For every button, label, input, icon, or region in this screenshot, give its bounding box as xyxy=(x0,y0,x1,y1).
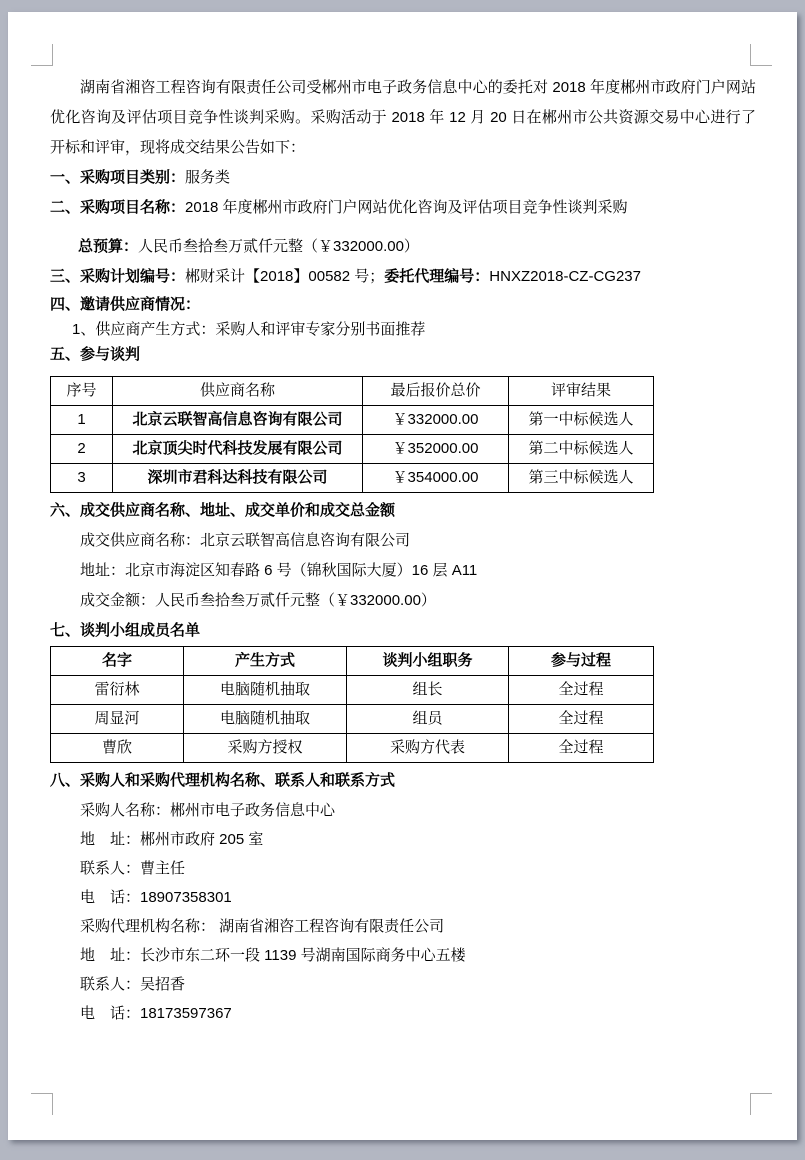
panel-members-table xyxy=(50,646,654,763)
participation-cell: 全过程 xyxy=(509,705,654,734)
final-price-cell: ￥352000.00 xyxy=(363,435,509,464)
table-row xyxy=(51,464,654,493)
section-3-value2: HNXZ2018-CZ-CG237 xyxy=(489,268,641,285)
budget-line xyxy=(78,232,756,262)
winning-amount-line: 成交金额：人民币叁拾叁万贰仟元整（￥332000.00） xyxy=(80,592,436,609)
section-3-heading xyxy=(50,262,756,292)
crop-mark-top-left-icon xyxy=(31,44,53,66)
panel-table-header-row xyxy=(51,647,654,676)
supplier-name-cell: 北京云联智高信息咨询有限公司 xyxy=(113,406,363,435)
member-name-cell: 雷衍林 xyxy=(51,676,184,705)
seq-cell: 1 xyxy=(51,406,113,435)
section-7-heading xyxy=(50,617,756,644)
document-page xyxy=(8,12,797,1140)
table-row xyxy=(51,705,654,734)
participation-cell: 全过程 xyxy=(509,676,654,705)
section-4-heading xyxy=(50,292,756,317)
header-final-price: 最后报价总价 xyxy=(363,377,509,406)
selection-method-cell: 电脑随机抽取 xyxy=(184,676,347,705)
table-row xyxy=(51,734,654,763)
seq-cell: 3 xyxy=(51,464,113,493)
crop-mark-bottom-right-icon xyxy=(750,1093,772,1115)
header-selection-method: 产生方式 xyxy=(184,647,347,676)
negotiation-table-header-row xyxy=(51,377,654,406)
panel-role-cell: 组长 xyxy=(347,676,509,705)
panel-role-cell: 组员 xyxy=(347,705,509,734)
section-3-value: 郴财采计【2018】00582 号； xyxy=(185,268,385,285)
section-1-heading xyxy=(50,163,756,193)
table-row xyxy=(51,406,654,435)
section-2-label: 二、采购项目名称： xyxy=(50,199,186,216)
header-participation: 参与过程 xyxy=(509,647,654,676)
section-3-label: 三、采购计划编号： xyxy=(50,268,186,285)
section-2-heading xyxy=(50,193,756,223)
final-price-cell: ￥332000.00 xyxy=(363,406,509,435)
participation-cell: 全过程 xyxy=(509,734,654,763)
purchaser-address-line: 地 址：郴州市政府 205 室 xyxy=(80,831,264,848)
winning-supplier-line: 成交供应商名称：北京云联智高信息咨询有限公司 xyxy=(80,532,411,549)
winning-supplier-address-line: 地址：北京市海淀区知春路 6 号（锦秋国际大厦）16 层 A11 xyxy=(80,562,478,579)
section-5-heading xyxy=(50,342,756,367)
table-row xyxy=(51,435,654,464)
supplier-name-cell: 深圳市君科达科技有限公司 xyxy=(113,464,363,493)
negotiation-table xyxy=(50,376,654,493)
section-1-label: 一、采购项目类别： xyxy=(50,169,186,186)
review-result-cell: 第二中标候选人 xyxy=(509,435,654,464)
crop-mark-bottom-left-icon xyxy=(31,1093,53,1115)
document-content xyxy=(50,73,756,1028)
section-4-item: 1、供应商产生方式：采购人和评审专家分别书面推荐 xyxy=(72,321,426,338)
section-2-value: 2018 年度郴州市政府门户网站优化咨询及评估项目竞争性谈判采购 xyxy=(185,199,628,216)
selection-method-cell: 采购方授权 xyxy=(184,734,347,763)
member-name-cell: 周显河 xyxy=(51,705,184,734)
section-3-label2: 委托代理编号： xyxy=(384,268,490,285)
review-result-cell: 第一中标候选人 xyxy=(509,406,654,435)
section-6-heading xyxy=(50,496,756,526)
section-6-label: 六、成交供应商名称、地址、成交单价和成交总金额 xyxy=(50,502,396,519)
section-1-value: 服务类 xyxy=(185,169,231,186)
header-panel-role: 谈判小组职务 xyxy=(347,647,509,676)
header-review-result: 评审结果 xyxy=(509,377,654,406)
agency-address-line: 地 址：长沙市东二环一段 1139 号湖南国际商务中心五楼 xyxy=(80,947,466,964)
section-8-heading xyxy=(50,766,756,796)
budget-value: 人民币叁拾叁万贰仟元整（￥332000.00） xyxy=(138,238,419,255)
agency-name-line: 采购代理机构名称： 湖南省湘咨工程咨询有限责任公司 xyxy=(80,918,445,935)
table-row xyxy=(51,676,654,705)
review-result-cell: 第三中标候选人 xyxy=(509,464,654,493)
member-name-cell: 曹欣 xyxy=(51,734,184,763)
final-price-cell: ￥354000.00 xyxy=(363,464,509,493)
header-seq: 序号 xyxy=(51,377,113,406)
purchaser-name-line: 采购人名称：郴州市电子政务信息中心 xyxy=(80,802,336,819)
agency-contact-line: 联系人：吴招香 xyxy=(80,976,186,993)
seq-cell: 2 xyxy=(51,435,113,464)
crop-mark-top-right-icon xyxy=(750,44,772,66)
supplier-name-cell: 北京顶尖时代科技发展有限公司 xyxy=(113,435,363,464)
purchaser-phone-line: 电 话：18907358301 xyxy=(80,889,232,906)
intro-paragraph: 湖南省湘咨工程咨询有限责任公司受郴州市电子政务信息中心的委托对 2018 年度郴州市政府门户网站优化咨询及评估项目竞争性谈判采购。采购活动于 2018 年 12 月 20 日在郴州市公共资源交易中心进行了开标和评审，现将成交结果公告如下： xyxy=(50,79,756,156)
purchaser-contact-line: 联系人：曹主任 xyxy=(80,860,186,877)
section-7-label: 七、谈判小组成员名单 xyxy=(50,622,201,639)
agency-phone-line: 电 话：18173597367 xyxy=(80,1005,232,1022)
header-member-name: 名字 xyxy=(51,647,184,676)
section-5-label: 五、参与谈判 xyxy=(50,346,141,363)
header-supplier-name: 供应商名称 xyxy=(113,377,363,406)
section-8-label: 八、采购人和采购代理机构名称、联系人和联系方式 xyxy=(50,772,396,789)
budget-label: 总预算： xyxy=(78,238,139,255)
panel-role-cell: 采购方代表 xyxy=(347,734,509,763)
section-4-label: 四、邀请供应商情况： xyxy=(50,296,201,313)
selection-method-cell: 电脑随机抽取 xyxy=(184,705,347,734)
